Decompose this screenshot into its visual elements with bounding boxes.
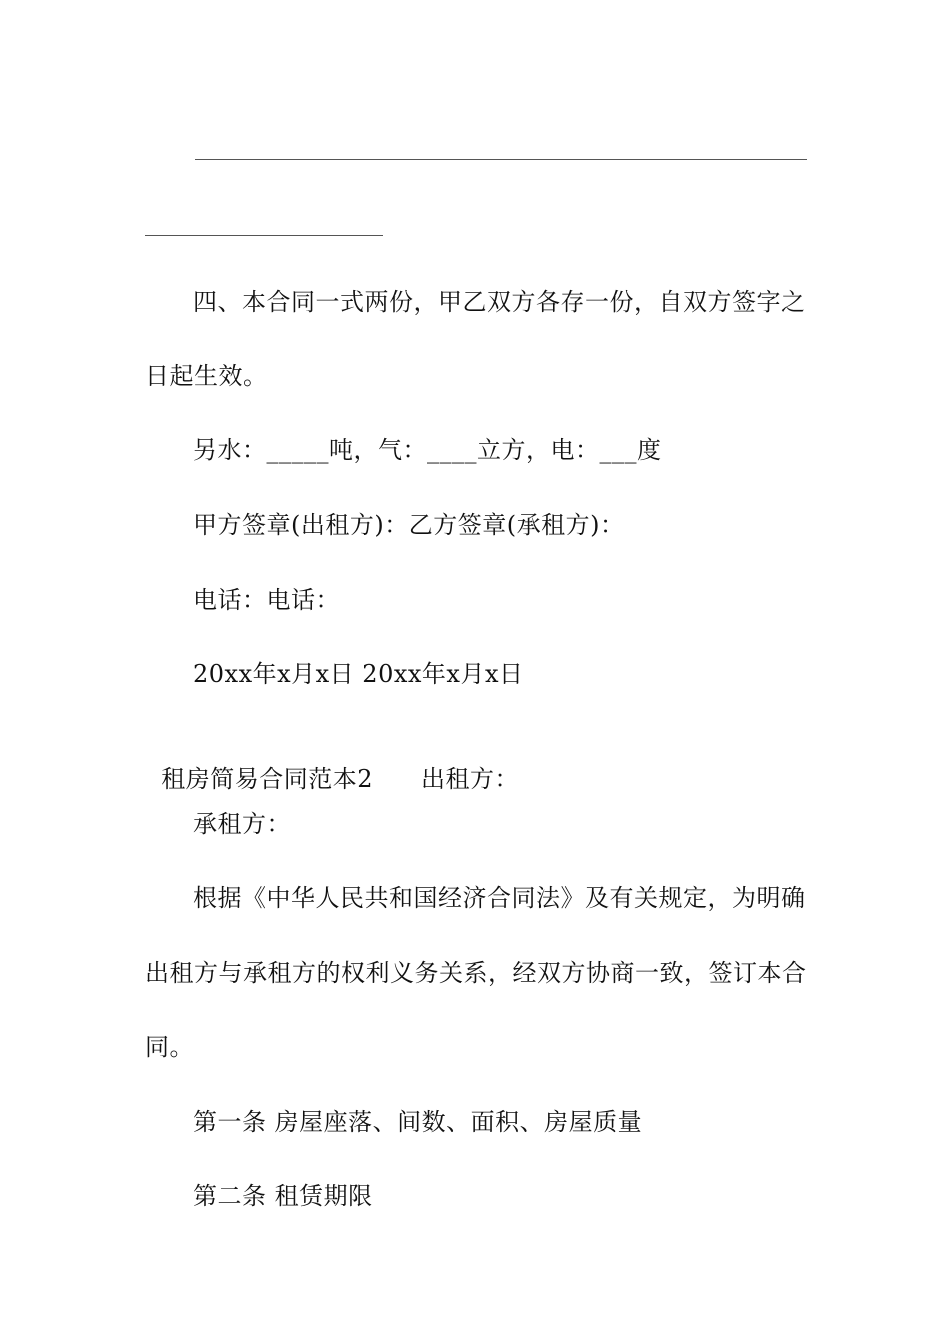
article-one: 第一条 房屋座落、间数、面积、房屋质量 <box>193 1108 643 1136</box>
basis-line-2: 出租方与承租方的权利义务关系，经双方协商一致，签订本合 <box>145 959 807 987</box>
utilities-line: 另水：_____吨，气：____立方，电：___度 <box>193 436 662 464</box>
contract-heading <box>145 734 519 794</box>
lessor-label: 出租方： <box>421 765 520 793</box>
clause-four-line-2: 日起生效。 <box>145 362 268 390</box>
blank-fill-line-short <box>145 235 383 236</box>
basis-line-3: 同。 <box>145 1033 194 1061</box>
signature-line: 甲方签章(出租方)：乙方签章(承租方)： <box>193 511 625 539</box>
phone-line: 电话：电话： <box>193 586 340 614</box>
clause-four-line-1: 四、本合同一式两份，甲乙双方各存一份，自双方签字之 <box>193 288 806 316</box>
basis-line-1: 根据《中华人民共和国经济合同法》及有关规定，为明确 <box>193 884 806 912</box>
article-two: 第二条 租赁期限 <box>193 1182 373 1210</box>
date-line: 20xx年x月x日 20xx年x月x日 <box>193 660 524 688</box>
lessee-label: 承租方： <box>193 810 291 838</box>
blank-fill-line <box>195 159 807 160</box>
contract-title: 租房简易合同范本2 <box>161 765 374 793</box>
